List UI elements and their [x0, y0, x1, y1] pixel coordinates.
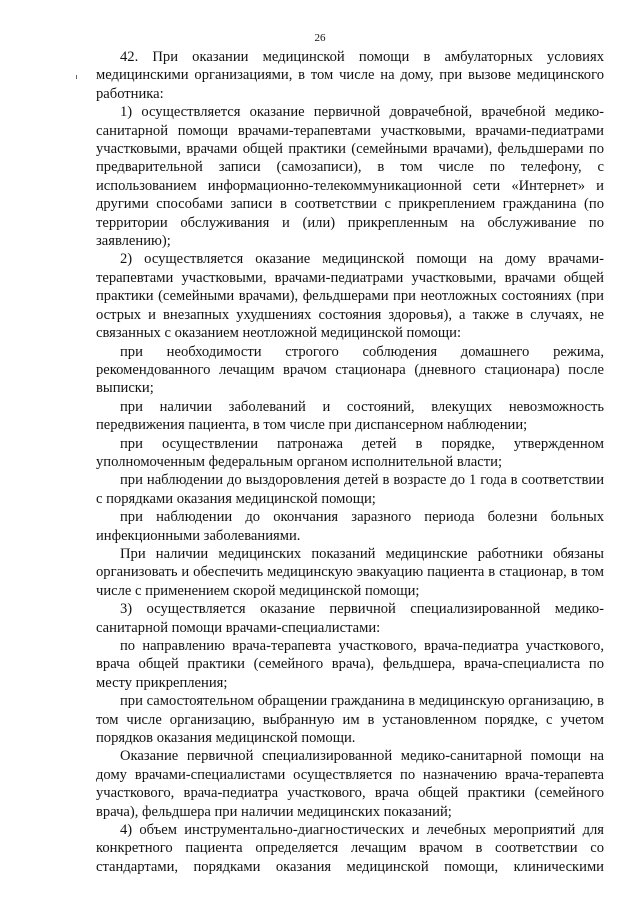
paragraph-clause-42: 42. При оказании медицинской помощи в амбулаторных условиях медицинскими организациями, в том числе на дому, при вызове медицинского работника:	[96, 49, 604, 102]
paragraph-item-1: 1) осуществляется оказание первичной доврачебной, врачебной медико-санитарной помощи врачами-терапевтами участковыми, врачами-педиатрами участковыми, врачами общей практики (семейными врачами), фельдшерами по предварительной записи (самозаписи), в том числе по телефону, с использованием информационно-телекоммуникационной сети «Интернет» и другими способами записи в соответствии с прикреплением гражданина (по территории обслуживания и (или) прикрепленным на обслуживание по заявлению);	[96, 104, 604, 250]
paragraph-self-referral: при самостоятельном обращении гражданина в медицинскую организацию, в том числе организацию, выбранную им в установленном порядке, с учетом порядков оказания медицинской помощи.	[96, 693, 604, 747]
scan-mark	[76, 75, 77, 79]
document-body	[96, 48, 604, 876]
paragraph-referral: по направлению врача-терапевта участкового, врача-педиатра участкового, врача общей практики (семейного врача), фельдшера, врача-специалиста по месту прикрепления;	[96, 638, 604, 691]
paragraph-item-3: 3) осуществляется оказание первичной специализированной медико-санитарной помощи врачами-специалистами:	[96, 601, 604, 636]
paragraph-item-4: 4) объем инструментально-диагностических и лечебных мероприятий для конкретного пациента определяется лечащим врачом в соответствии со стандартами, порядками оказания медицинской помощи, клиническими	[96, 822, 604, 875]
paragraph-infant-observation: при наблюдении до выздоровления детей в возрасте до 1 года в соответствии с порядками оказания медицинской помощи;	[96, 472, 604, 507]
paragraph-home-specialists: Оказание первичной специализированной медико-санитарной помощи на дому врачами-специалистами осуществляется по назначению врача-терапевта участкового, врача-педиатра участкового, врача общей практики (семейного врача), фельдшера при наличии медицинских показаний;	[96, 748, 604, 820]
page-number: 26	[314, 32, 326, 44]
paragraph-infectious-period: при наблюдении до окончания заразного периода болезни больных инфекционными заболеваниями.	[96, 509, 604, 544]
paragraph-home-regime: при необходимости строгого соблюдения домашнего режима, рекомендованного лечащим врачом стационара (дневного стационара) после выписки;	[96, 343, 604, 397]
paragraph-item-2: 2) осуществляется оказание медицинской помощи на дому врачами-терапевтами участковыми, врачами-педиатрами участковыми, врачами общей практики (семейными врачами), фельдшерами при неотложных состояниях (при острых и внезапных ухудшениях состояния здоровья), а также в случаях, не связанных с оказанием неотложной медицинской помощи:	[96, 251, 604, 342]
paragraph-evacuation: При наличии медицинских показаний медицинские работники обязаны организовать и обеспечить медицинскую эвакуацию пациента в стационар, в том числе с применением скорой медицинской помощи;	[96, 545, 604, 599]
paragraph-patronage: при осуществлении патронажа детей в порядке, утвержденном уполномоченным федеральным органом исполнительной власти;	[96, 435, 604, 470]
paragraph-immobility: при наличии заболеваний и состояний, влекущих невозможность передвижения пациента, в том числе при диспансерном наблюдении;	[96, 398, 604, 434]
